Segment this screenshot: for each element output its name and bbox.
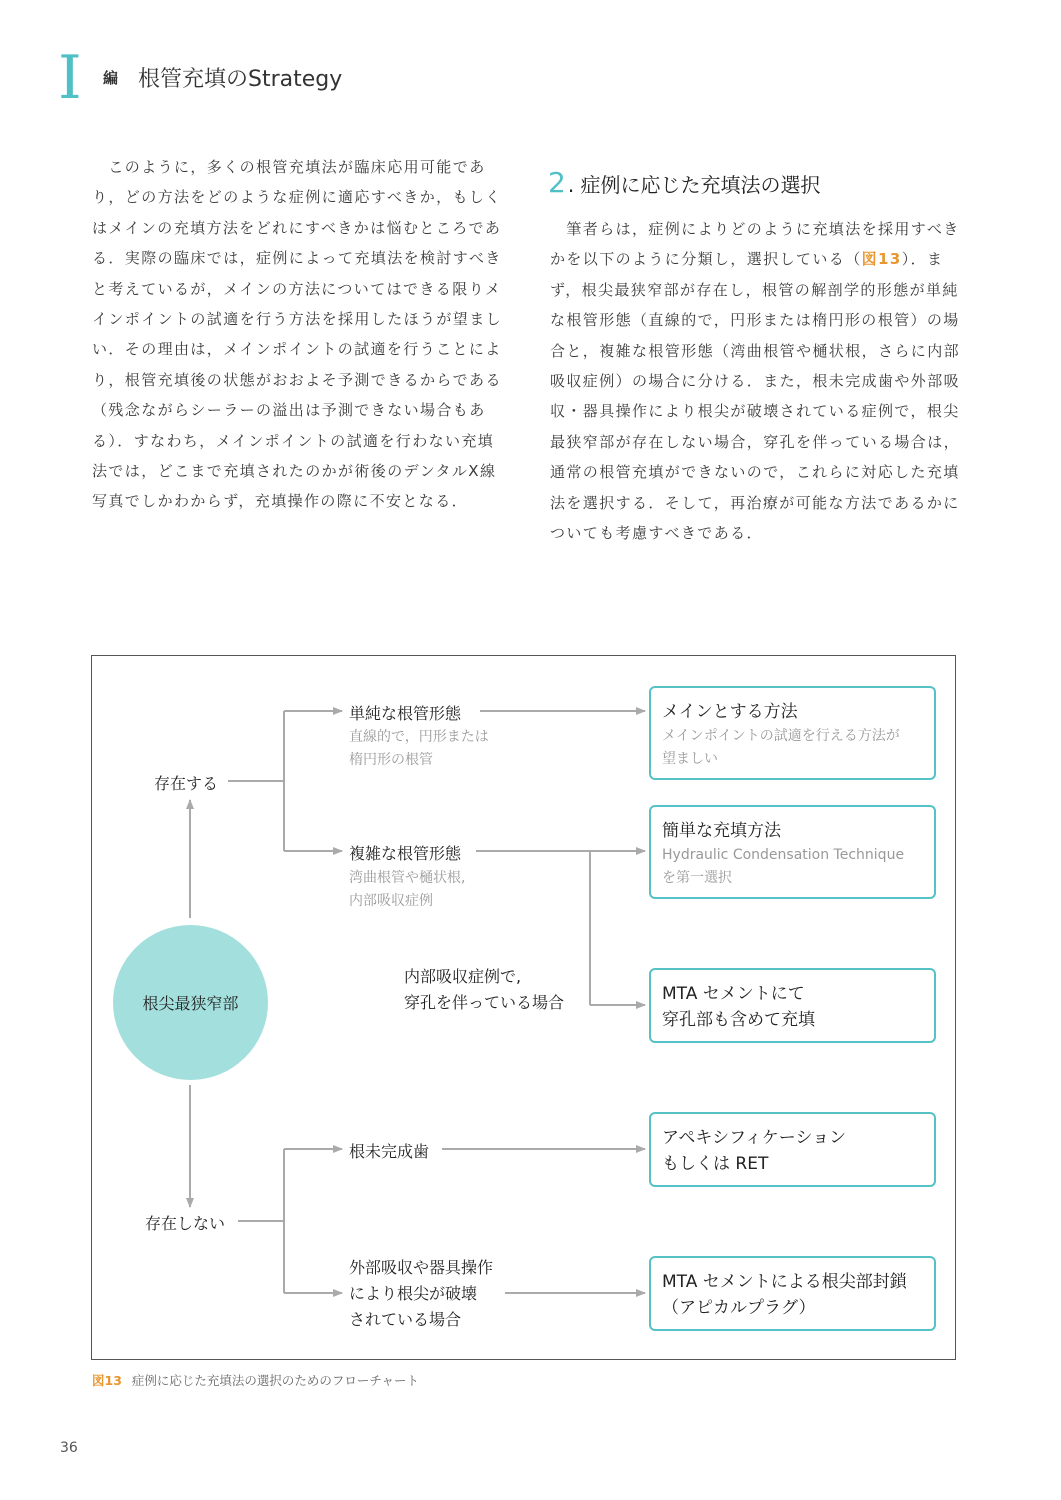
- box-easy-fill-sub2: を第一選択: [662, 870, 732, 886]
- box-main-method-title: メインとする方法: [662, 702, 798, 722]
- label-exists: 存在する: [150, 771, 222, 794]
- perforation-line1: 内部吸収症例で,: [404, 967, 522, 986]
- right-paragraph-part1: 筆者らは，症例によりどのように充填法を採用すべきかを以下のように分類し，選択している（: [550, 220, 960, 269]
- complex-canal-desc-line2: 内部吸収症例: [349, 893, 433, 909]
- box-easy-fill-title: 簡単な充填方法: [662, 821, 781, 841]
- label-simple-canal: 単純な根管形態: [345, 701, 465, 724]
- figure-caption-label: 図13: [92, 1373, 122, 1388]
- box-mta-perforation-line1: MTA セメントにて: [662, 984, 805, 1004]
- result-box-mta-perforation: [649, 968, 936, 1043]
- part-numeral: I: [58, 43, 82, 113]
- external-line2: により根尖が破壊: [349, 1284, 478, 1303]
- figure-caption: [92, 1371, 419, 1389]
- page-header-title: 根管充填のStrategy: [138, 67, 343, 92]
- right-paragraph-part2: ）．まず，根尖最狭窄部が存在し，根管の解剖学的形態が単純な根管形態（直線的で，円形または楕円形の根管）の場合と，複雑な根管形態（湾曲根管や樋状根，さらに内部吸収症例）の場合に分ける．また，根未完成歯や外部吸収・器具操作により根尖が破壊されている症例で，根尖最狭窄部が存在しない場合，穿孔を伴っている場合は，通常の根管充填ができないので，これらに対応した充填法を選択する．そして，再治療が可能な方法であるかについても考慮すべきである．: [550, 250, 961, 543]
- figure-caption-text: 症例に応じた充填法の選択のためのフローチャート: [131, 1373, 420, 1388]
- box-apical-plug-line2: （アピカルプラグ）: [662, 1298, 816, 1318]
- simple-canal-desc: [349, 726, 489, 772]
- complex-canal-desc-line1: 湾曲根管や樋状根,: [349, 870, 466, 886]
- page-number: 36: [60, 1440, 78, 1456]
- left-paragraph: このように，多くの根管充填法が臨床応用可能であり，どの方法をどのような症例に適応すべきか，もしくはメインの充填方法をどれにすべきかは悩むところである．実際の臨床では，症例によって充填法を検討すべきと考えているが，メインの方法についてはできる限りメインポイントの試適を行う方法を採用したほうが望ましい．その理由は，メインポイントの試適を行うことにより，根管充填後の状態がおおよそ予測できるからである（残念ながらシーラーの溢出は予測できない場合もある）．すなわち，メインポイントの試適を行わない充填法では，どこまで充填されたのかが術後のデンタルX線写真でしかわからず，充填操作の際に不安となる．: [92, 158, 503, 511]
- perforation-line2: 穿孔を伴っている場合: [404, 993, 565, 1012]
- simple-canal-desc-line2: 楕円形の根管: [349, 752, 433, 768]
- result-box-apical-plug: [649, 1256, 936, 1331]
- box-main-method-sub1: メインポイントの試適を行える方法が: [662, 728, 900, 744]
- figure-reference: 図13: [861, 250, 902, 269]
- box-apexification-line2: もしくは RET: [662, 1154, 769, 1174]
- box-apexification-line1: アペキシフィケーション: [662, 1128, 847, 1148]
- label-complex-canal: 複雑な根管形態: [345, 841, 465, 864]
- box-apical-plug-line1: MTA セメントによる根尖部封鎖: [662, 1272, 907, 1292]
- box-easy-fill-sub1: Hydraulic Condensation Technique: [662, 847, 905, 863]
- part-label: 編: [103, 69, 119, 87]
- external-line1: 外部吸収や器具操作: [349, 1258, 494, 1277]
- result-box-apexification: [649, 1112, 936, 1187]
- section-title: . 症例に応じた充填法の選択: [567, 173, 821, 197]
- label-perforation-case: [404, 964, 564, 1016]
- label-external-resorption: [349, 1255, 497, 1333]
- section-number: 2: [548, 166, 566, 199]
- result-box-easy-fill: [649, 805, 936, 899]
- box-main-method-sub2: 望ましい: [662, 751, 718, 767]
- label-not-exists: 存在しない: [141, 1211, 229, 1234]
- result-box-main-method: [649, 686, 936, 780]
- complex-canal-desc: [349, 867, 465, 913]
- root-node-apical-constriction: 根尖最狭窄部: [113, 925, 268, 1080]
- label-immature-tooth: 根未完成歯: [345, 1139, 433, 1162]
- simple-canal-desc-line1: 直線的で，円形または: [349, 729, 489, 745]
- external-line3: されている場合: [349, 1310, 462, 1329]
- box-mta-perforation-line2: 穿孔部も含めて充填: [662, 1010, 815, 1030]
